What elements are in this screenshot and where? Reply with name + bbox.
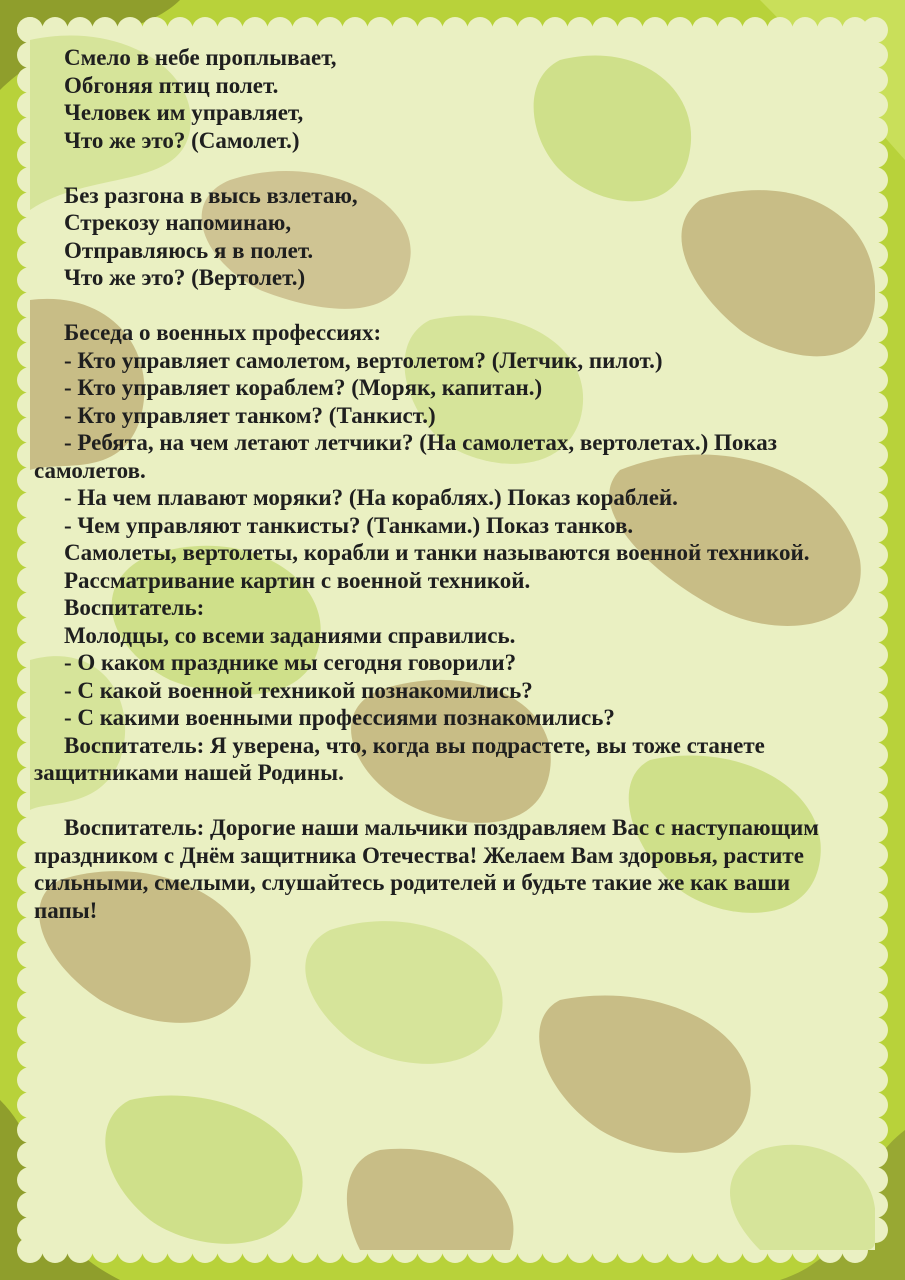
question-5: - На чем плавают моряки? (На кораблях.) Показ кораблей. [64,485,678,510]
teacher-closing: Воспитатель: Я уверена, что, когда вы подрастете, вы тоже станете защитниками нашей Родины. [34,732,765,785]
review-question-2: - С какой военной техникой познакомились? [64,677,533,703]
teacher-label: Воспитатель: [64,595,205,620]
holiday-greeting: Воспитатель: Дорогие наши мальчики поздравляем Вас с наступающим праздником с Днём защитника Отечества! Желаем Вам здоровья, растите сильными, смелыми, слушайтесь родителей и будьте такие же как ваши папы! [34,815,819,923]
riddle1-line-3: Человек им управляет, [64,100,304,125]
question-2: - Кто управляет кораблем? (Моряк, капитан.) [64,375,543,400]
question-6: - Чем управляют танкисты? (Танками.) Показ танков. [64,512,634,538]
riddle2-line-2: Стрекозу напоминаю, [64,210,292,235]
spacer [34,154,834,182]
riddle1-line-1: Смело в небе проплывает, [64,45,337,70]
riddle1-line-2: Обгоняя птиц полет. [64,72,279,98]
conversation-heading: Беседа о военных профессиях: [64,320,382,345]
review-question-1: - О каком празднике мы сегодня говорили? [64,650,517,675]
riddle2-line-3: Отправляюсь я в полет. [64,237,314,263]
question-4: - Ребята, на чем летают летчики? (На самолетах, вертолетах.) Показ самолетов. [34,430,778,483]
spacer [34,787,834,815]
question-3: - Кто управляет танком? (Танкист.) [64,402,436,428]
spacer [34,292,834,320]
summary: Самолеты, вертолеты, корабли и танки называются военной техникой. [64,540,810,565]
document-text [34,44,834,924]
review-question-3: - С какими военными профессиями познакомились? [64,705,615,730]
riddle2-line-1: Без разгона в высь взлетаю, [64,182,358,208]
question-1: - Кто управляет самолетом, вертолетом? (Летчик, пилот.) [64,347,663,373]
praise: Молодцы, со всеми заданиями справились. [64,622,516,648]
riddle2-line-4: Что же это? (Вертолет.) [64,265,306,290]
viewing-activity: Рассматривание картин с военной техникой. [64,567,531,593]
riddle1-line-4: Что же это? (Самолет.) [64,127,300,153]
